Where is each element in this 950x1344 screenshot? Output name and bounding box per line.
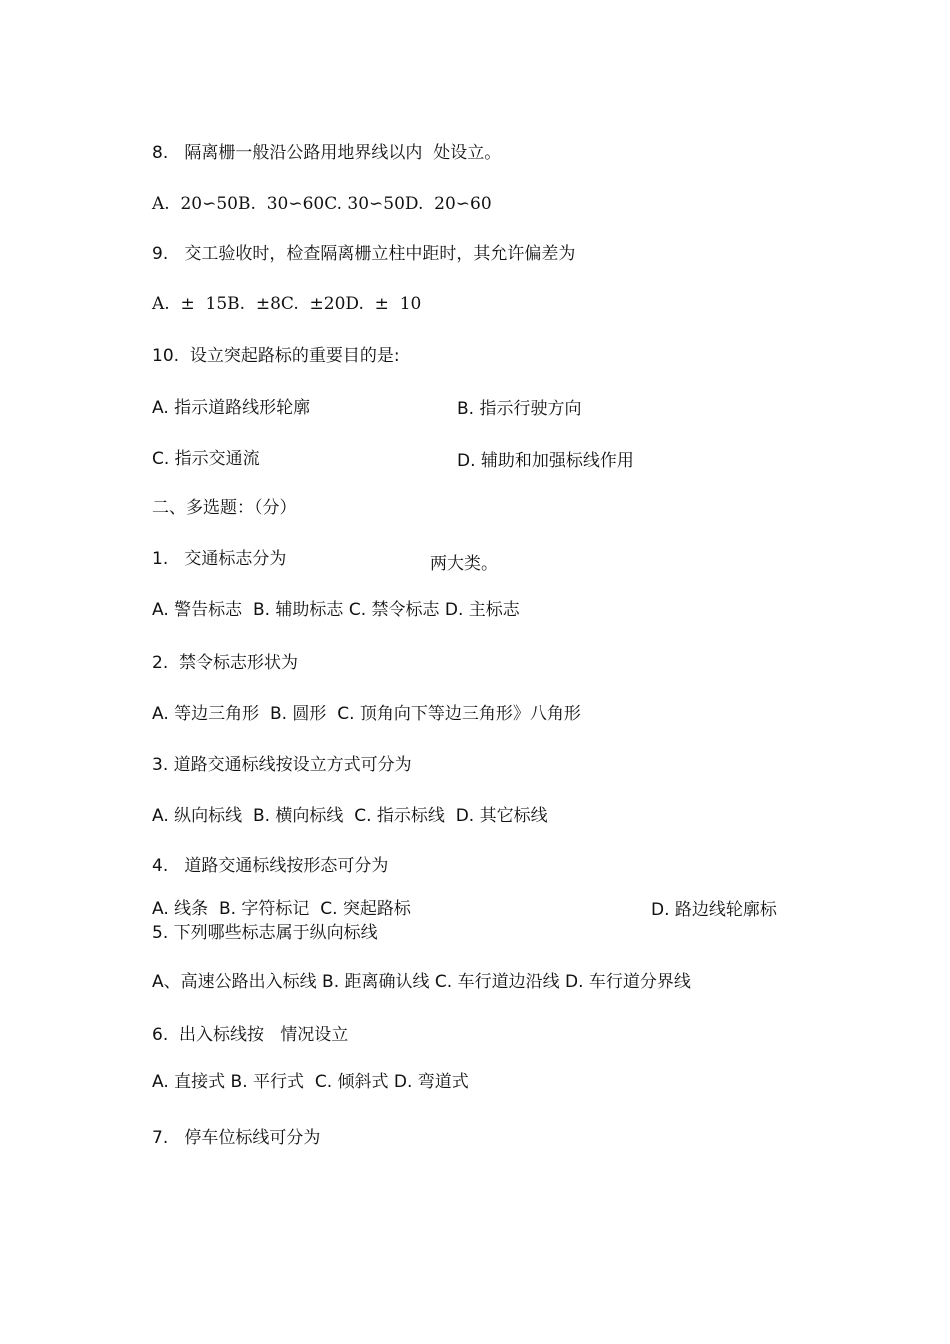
mc-question-5: 5. 下列哪些标志属于纵向标线	[152, 923, 378, 943]
mc-question-7: 7. 停车位标线可分为	[152, 1128, 321, 1148]
mc-question-1-tail: 两大类。	[430, 554, 498, 574]
mc-question-5-options: A、高速公路出入标线 B. 距离确认线 C. 车行道边沿线 D. 车行道分界线	[152, 972, 691, 992]
question-10-option-d: D. 辅助和加强标线作用	[457, 451, 634, 471]
mc-question-6-options: A. 直接式 B. 平行式 C. 倾斜式 D. 弯道式	[152, 1072, 469, 1092]
question-9: 9. 交工验收时，检查隔离栅立柱中距时，其允许偏差为	[152, 244, 576, 264]
mc-question-4-options: A. 线条 B. 字符标记 C. 突起路标	[152, 899, 411, 919]
question-10: 10. 设立突起路标的重要目的是:	[152, 346, 400, 366]
mc-question-1: 1. 交通标志分为	[152, 549, 287, 569]
mc-question-1-options: A. 警告标志 B. 辅助标志 C. 禁令标志 D. 主标志	[152, 600, 520, 620]
section-heading-multiple-choice: 二、多选题：（分）	[152, 498, 297, 518]
mc-question-2: 2. 禁令标志形状为	[152, 653, 299, 673]
question-10-option-a: A. 指示道路线形轮廓	[152, 398, 311, 418]
question-10-option-b: B. 指示行驶方向	[457, 399, 582, 419]
question-8: 8. 隔离栅一般沿公路用地界线以内 处设立。	[152, 143, 502, 163]
mc-question-2-options: A. 等边三角形 B. 圆形 C. 顶角向下等边三角形》八角形	[152, 704, 581, 724]
mc-question-6: 6. 出入标线按 情况设立	[152, 1025, 349, 1045]
mc-question-3: 3. 道路交通标线按设立方式可分为	[152, 755, 412, 775]
question-8-options: A. 20∽50B. 30∽60C. 30∽50D. 20∽60	[152, 194, 492, 214]
question-10-option-c: C. 指示交通流	[152, 449, 260, 469]
question-9-options: A. ± 15B. ±8C. ±20D. ± 10	[152, 294, 422, 314]
mc-question-3-options: A. 纵向标线 B. 横向标线 C. 指示标线 D. 其它标线	[152, 806, 548, 826]
mc-question-4: 4. 道路交通标线按形态可分为	[152, 856, 389, 876]
mc-question-4-option-d: D. 路边线轮廓标	[651, 900, 777, 920]
